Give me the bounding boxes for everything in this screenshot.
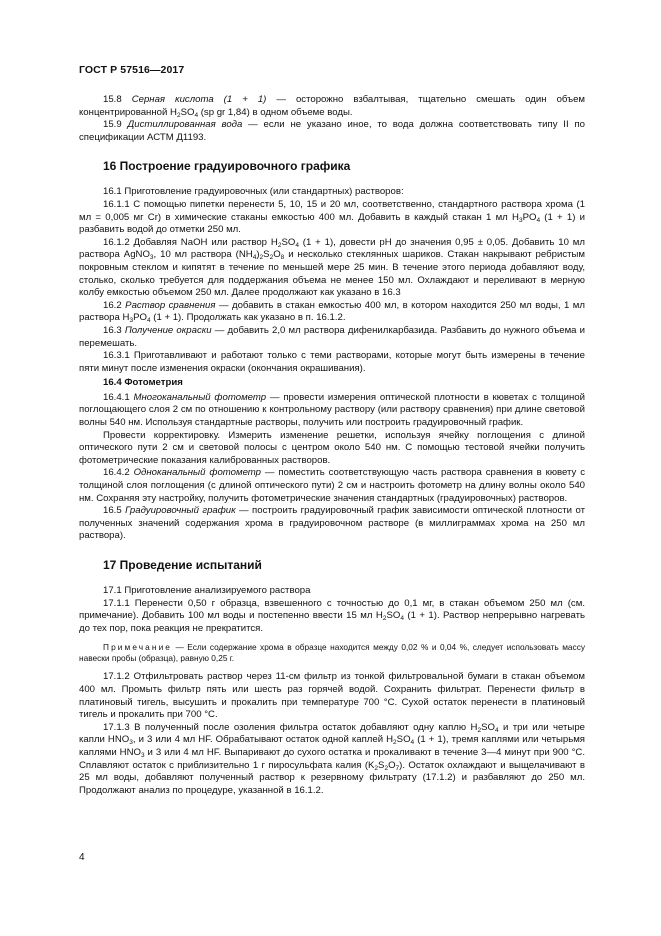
section-16-heading: 16 Построение градуировочного графика [103, 159, 351, 174]
para-16-2: 16.2 Раствор сравнения — добавить в стакан емкостью 400 мл, в котором находится 250 мл воды, 1 мл раствора $H_3PO_4$ (1 + 1). Продолжать как указано в п. 16.1.2. [79, 299, 585, 325]
para-15-9: 15.9 Дистиллированная вода — если не указано иное, то вода должна соответствовать типу II по спецификации АСТМ Д1193. [79, 119, 585, 143]
para-16-1-2: 16.1.2 Добавляя NaOH или раствор $H_2SO_4$ (1 + 1), довести pH до значения 0,95 ± 0,05. Добавить 10 мл раствора AgNO$_3$, 10 мл раствора $(NH_4)_2S_2O_8$ и несколько стеклянных шариков. Стакан накрывают ребристым покровным стеклом и кипятят в течение по меньшей мере 25 мин. В течение этого периода добавляют воду, столько, сколько требуется для поддержания объема не менее 150 мл. Охлаждают и переливают в мерную колбу емкостью объемом 250 мл. Далее продолжают как указано в 16.3 [79, 236, 585, 299]
document-body [79, 94, 585, 797]
para-17-1-2: 17.1.2 Отфильтровать раствор через 11-см фильтр из тонкой фильтровальной бумаги в стакан объемом 400 мл. Промыть фильтр пять или шесть раз горячей водой. Сохранить фильтрат. Перенести фильтр в платиновый тигель, высушить и прокалить при температуре 700 °С. Сухой остаток перенести в платиновый тигель и прокалить при 700 °С. [79, 671, 585, 721]
document-header: ГОСТ Р 57516—2017 [79, 64, 185, 76]
para-16-3: 16.3 Получение окраски — добавить 2,0 мл раствора дифенилкарбазида. Разбавить до нужного объема и перемешать. [79, 324, 586, 349]
page-number: 4 [79, 852, 85, 863]
para-17-1-3: 17.1.3 В полученный после озоления фильтра остаток добавляют одну каплю $H_2SO_4$ и три или четыре капли $HNO_3$, и 3 или 4 мл HF. Обрабатывают остаток одной каплей $H_2SO_4$ (1 + 1), тремя каплями или четырьмя каплями $HNO_3$ и 3 или 4 мл HF. Выпаривают до сухого остатка и прокаливают в течение 3—4 минут при 900 °С. Сплавляют остаток с приблизительно 1 г пиросульфата калия $(K_2S_2O_7)$. Остаток охлаждают и выщелачивают в 25 мл воды, добавляют полученный раствор к резервному фильтрату (17.1.2) и разбавляют до 250 мл. Продолжают анализ по процедуре, указанной в 16.1.2. [79, 721, 586, 796]
subsection-16-4-heading: 16.4 Фотометрия [103, 377, 183, 389]
para-15-8: 15.8 Серная кислота (1 + 1) — осторожно взбалтывая, тщательно смешать один объем концентрированной $H_2SO_4$ (sp gr 1,84) в одном объеме воды. [79, 94, 586, 119]
para-17-1-1: 17.1.1 Перенести 0,50 г образца, взвешенного с точностью до 0,1 мг, в стакан объемом 250 мл (см. примечание). Добавить 100 мл воды и постепенно ввести 15 мл $H_2SO_4$ (1 + 1). Раствор непрерывно нагревать до тех пор, пока реакция не прекратится. [79, 597, 585, 634]
para-16-1: 16.1 Приготовление градуировочных (или стандартных) растворов: [103, 186, 404, 198]
note-label: Примечание [103, 642, 173, 653]
para-16-4-1: 16.4.1 Многоканальный фотометр — провести измерения оптической плотности в кюветах с толщиной поглощающего слоя 2 см по отношению к контрольному раствору (или раствору сравнения) при длине световой волны 540 нм. Используя стандартные растворы, получить или построить градуировочный график. [79, 391, 585, 429]
section-17-heading: 17 Проведение испытаний [103, 558, 262, 572]
para-16-4-1-b: Провести корректировку. Измерить изменение решетки, используя ячейку поглощения с длиной оптического пути 2 см и световой полосы с центром около 540 нм. С помощью тестовой ячейки получить фотометрические показания калиброванных растворов. [79, 429, 585, 466]
para-16-3-1: 16.3.1 Приготавливают и работают только с теми растворами, которые могут быть измерены в течение пяти минут после изменения окраски (окончания окрашивания). [79, 350, 585, 374]
note: Примечание — Если содержание хрома в образце находится между 0,02 % и 0,04 %, следует использовать массу навески пробы (образца), равную 0,25 г. [79, 642, 585, 664]
para-16-5: 16.5 Градуировочный график — построить градуировочный график зависимости оптической плотности от полученных значений содержания хрома в градуировочном растворе (в миллиграммах хрома на 250 мл раствора). [79, 505, 585, 542]
para-16-1-1: 16.1.1 С помощью пипетки перенести 5, 10, 15 и 20 мл, соответственно, стандартного раствора хрома (1 мл = 0,005 мг Cr) в химические стаканы емкостью 400 мл. Добавить в каждый стакан 1 мл $H_3PO_4$ (1 + 1) и разбавить водой до отметки 250 мл. [79, 198, 585, 236]
para-17-1: 17.1 Приготовление анализируемого раствора [103, 585, 311, 596]
para-16-4-2: 16.4.2 Одноканальный фотометр — поместить соответствующую часть раствора сравнения в кювету с толщиной слоя поглощения (с длиной оптического пути) 2 см и настроить фотометр на длину волны около 540 нм. Сохраняя эту настройку, получить фотометрические значения стандартных (градуировочных) растворов. [79, 467, 585, 504]
